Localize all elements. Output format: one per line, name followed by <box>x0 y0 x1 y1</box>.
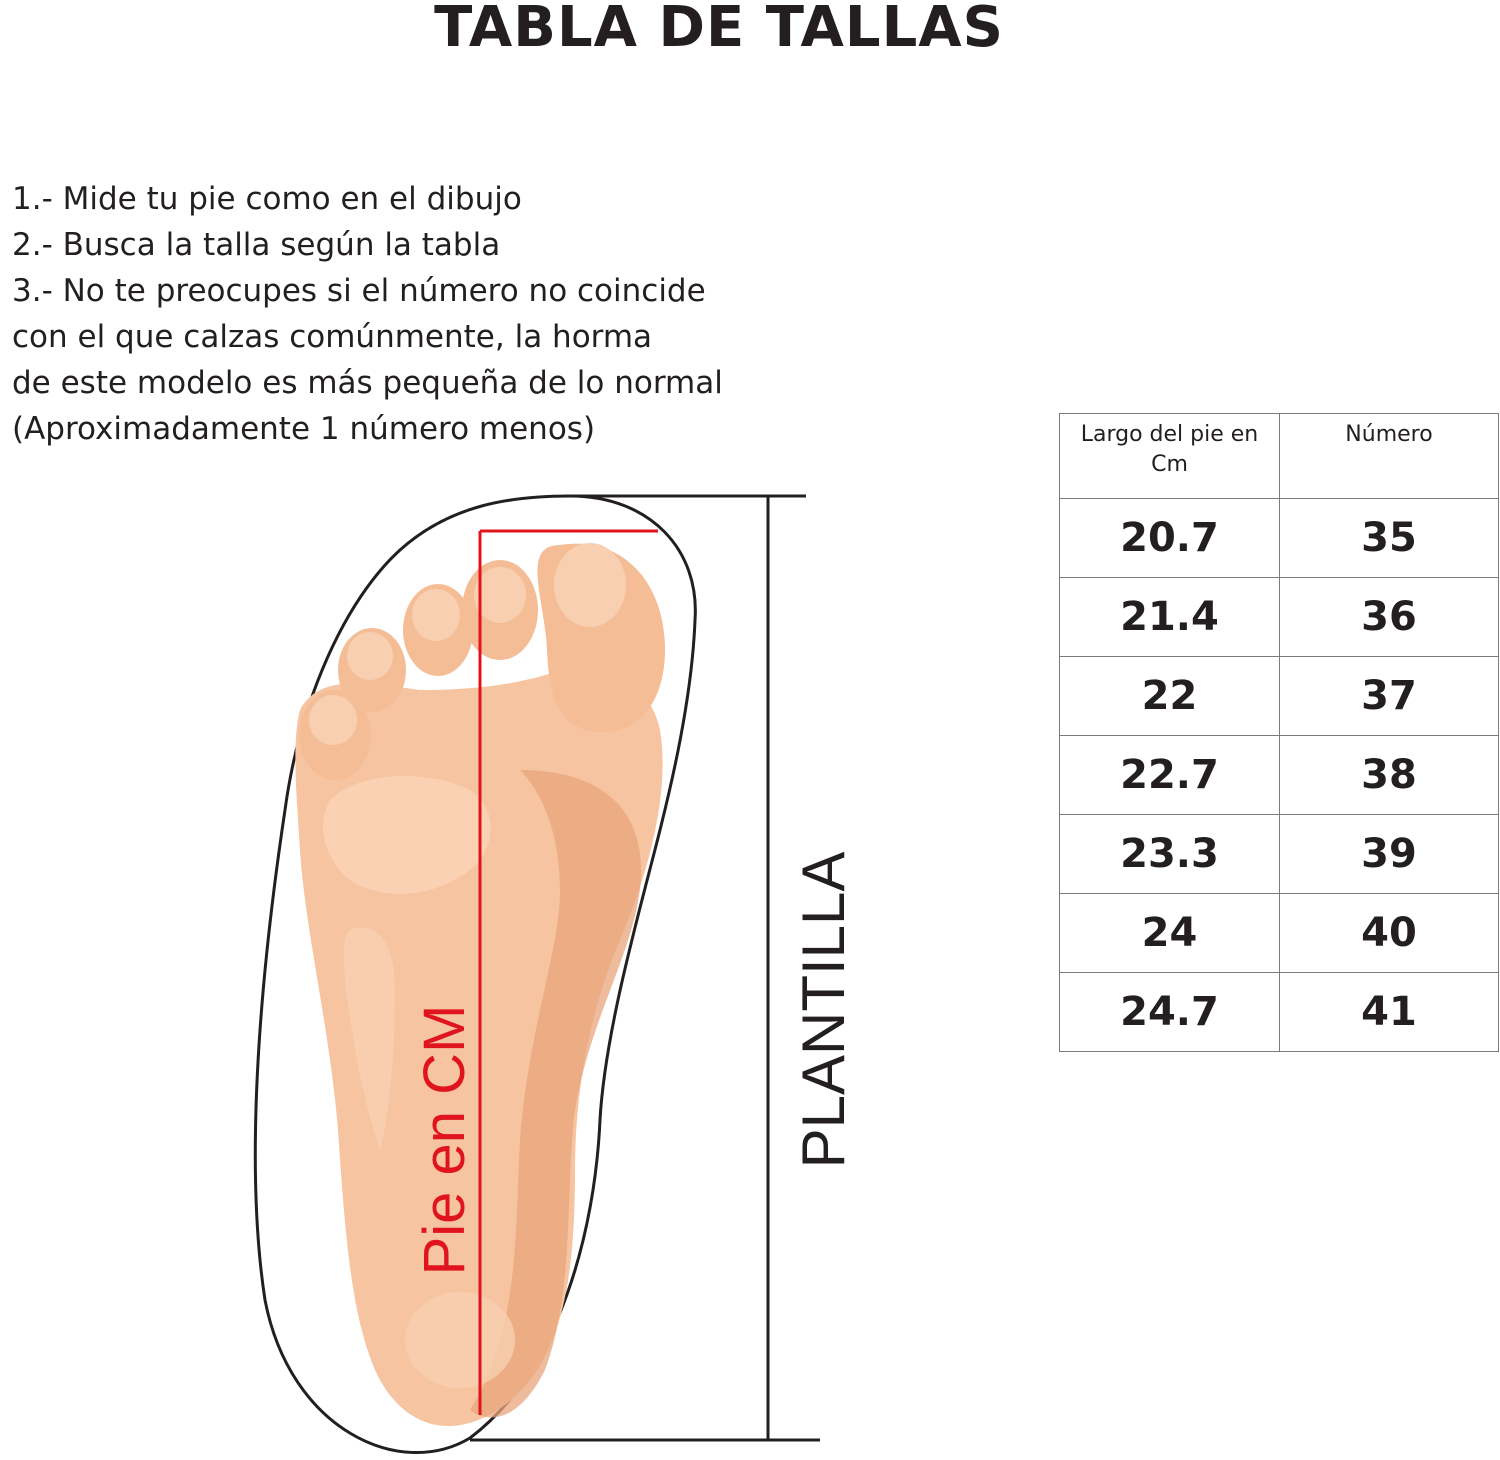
cell-length: 20.7 <box>1060 499 1280 578</box>
instruction-line-4: con el que calzas comúnmente, la horma <box>12 319 653 355</box>
table-row <box>1060 657 1499 736</box>
cell-length: 23.3 <box>1060 815 1280 894</box>
table-row <box>1060 815 1499 894</box>
page-title: TABLA DE TALLAS <box>434 0 1004 60</box>
cell-number: 40 <box>1280 894 1499 973</box>
table-row <box>1060 894 1499 973</box>
cell-length: 24 <box>1060 894 1280 973</box>
cell-number: 39 <box>1280 815 1499 894</box>
instruction-line-5: de este modelo es más pequeña de lo normal <box>12 365 723 401</box>
cell-length: 24.7 <box>1060 973 1280 1052</box>
cell-number: 35 <box>1280 499 1499 578</box>
foot-length-label: Pie en CM <box>412 1004 477 1276</box>
cell-length: 21.4 <box>1060 578 1280 657</box>
foot-diagram <box>0 470 900 1460</box>
cell-number: 38 <box>1280 736 1499 815</box>
table-row <box>1060 499 1499 578</box>
table-row <box>1060 736 1499 815</box>
instruction-line-1: 1.- Mide tu pie como en el dibujo <box>12 181 522 217</box>
cell-length: 22 <box>1060 657 1280 736</box>
table-row <box>1060 973 1499 1052</box>
table-row <box>1060 578 1499 657</box>
cell-number: 41 <box>1280 973 1499 1052</box>
table-header-row <box>1060 414 1499 499</box>
heel-pad <box>405 1292 515 1388</box>
size-table <box>1059 413 1499 1052</box>
toe-4-nail <box>347 632 393 680</box>
big-toe-nail <box>554 543 626 627</box>
toe-3-nail <box>412 589 460 641</box>
instruction-line-6: (Aproximadamente 1 número menos) <box>12 411 596 447</box>
toe-2-nail <box>474 567 526 623</box>
toe-5-nail <box>309 695 357 745</box>
cell-number: 36 <box>1280 578 1499 657</box>
header-length: Largo del pie en Cm <box>1060 414 1280 499</box>
cell-length: 22.7 <box>1060 736 1280 815</box>
instruction-line-3: 3.- No te preocupes si el número no coincide <box>12 273 706 309</box>
cell-number: 37 <box>1280 657 1499 736</box>
header-number: Número <box>1280 414 1499 499</box>
insole-label: PLANTILLA <box>790 851 857 1169</box>
instructions <box>12 176 832 452</box>
instruction-line-2: 2.- Busca la talla según la tabla <box>12 227 501 263</box>
